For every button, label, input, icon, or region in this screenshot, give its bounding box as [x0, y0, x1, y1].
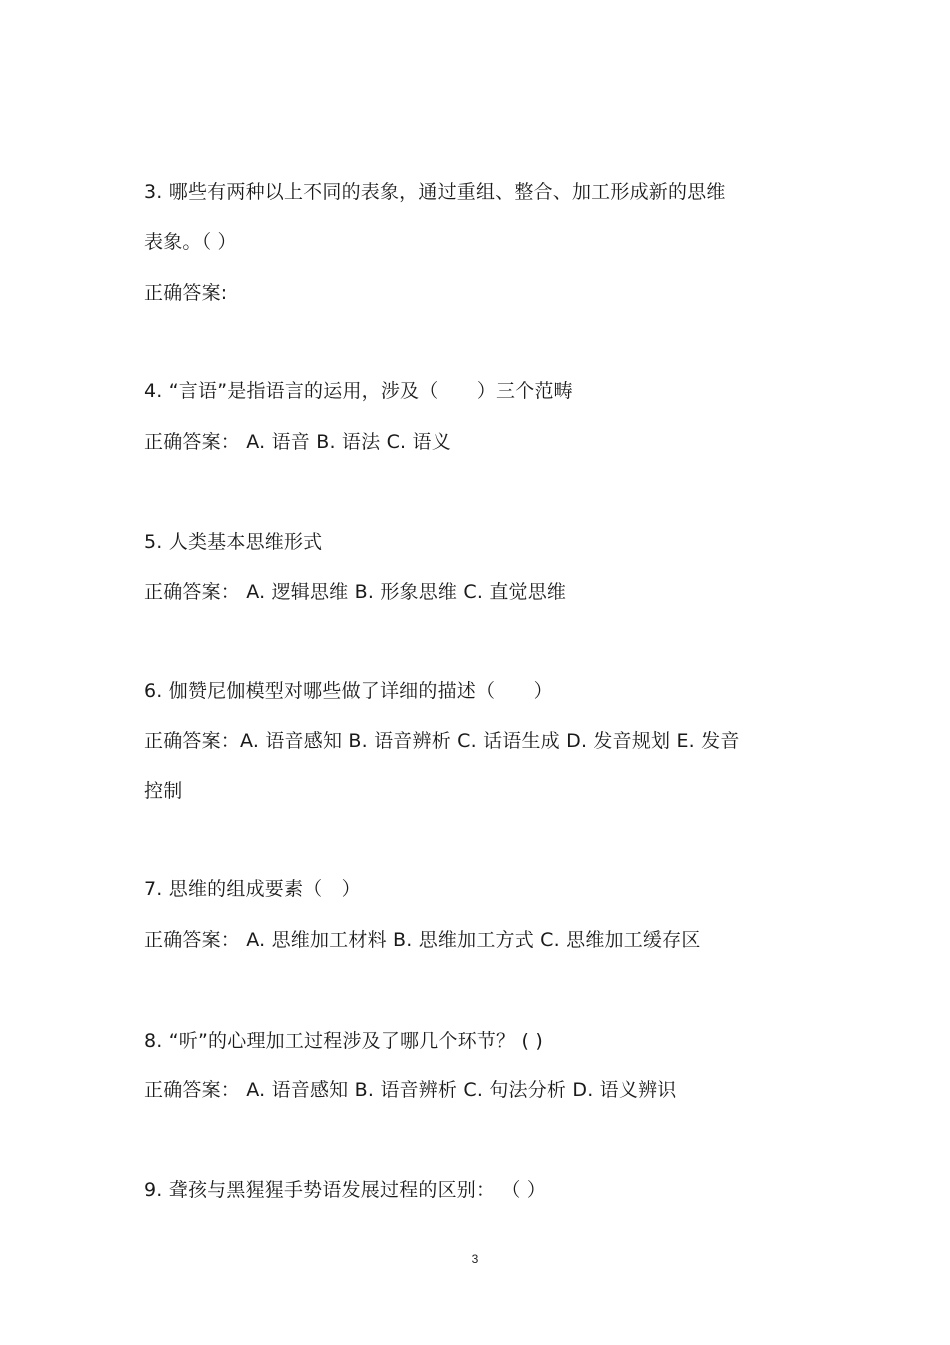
question-3-line-1: 3. 哪些有两种以上不同的表象，通过重组、整合、加工形成新的思维 [144, 181, 726, 203]
question-6-answer: 正确答案：A. 语音感知 B. 语音辨析 C. 话语生成 D. 发音规划 E. 发音 [144, 730, 740, 752]
page-number: 3 [471, 1252, 479, 1266]
question-3-line-2: 表象。（ ） [144, 231, 237, 253]
question-5-answer: 正确答案： A. 逻辑思维 B. 形象思维 C. 直觉思维 [144, 581, 567, 603]
question-8-answer: 正确答案： A. 语音感知 B. 语音辨析 C. 句法分析 D. 语义辨识 [144, 1079, 677, 1101]
question-5-text: 5. 人类基本思维形式 [144, 531, 323, 553]
question-6-answer-continued: 控制 [144, 780, 183, 802]
question-4-answer: 正确答案： A. 语音 B. 语法 C. 语义 [144, 431, 451, 453]
question-6-text: 6. 伽赞尼伽模型对哪些做了详细的描述（ ） [144, 680, 553, 702]
question-4-text: 4. “言语”是指语言的运用，涉及（ ）三个范畴 [144, 380, 573, 402]
question-8-text: 8. “听”的心理加工过程涉及了哪几个环节？ ( ) [144, 1030, 543, 1052]
question-3-answer: 正确答案: [144, 282, 228, 304]
question-7-text: 7. 思维的组成要素（ ） [144, 878, 361, 900]
question-9-text: 9. 聋孩与黑猩猩手势语发展过程的区别： （ ） [144, 1179, 547, 1201]
question-7-answer: 正确答案： A. 思维加工材料 B. 思维加工方式 C. 思维加工缓存区 [144, 929, 701, 951]
